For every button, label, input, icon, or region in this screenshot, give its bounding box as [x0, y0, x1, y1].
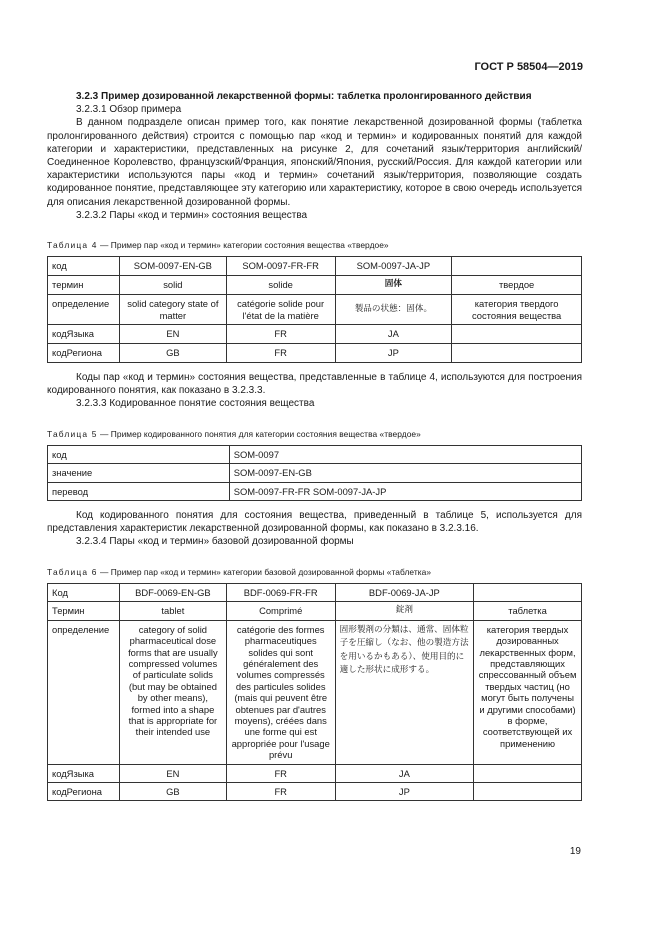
- table-cell: EN: [119, 325, 226, 344]
- table-cell: твердое: [452, 276, 582, 295]
- table-cell: tablet: [119, 602, 226, 620]
- table-row: [48, 295, 582, 325]
- table-cell: catégorie des formes pharmaceutiques solides qui sont généralement des volumes compressés des particules solides (mais qui peuvent être obtenues par d'autres moyens), créées dans une forme qui est appropriée pour l'usage prévu: [226, 620, 335, 764]
- table-cell: категория твердых дозированных лекарственных форм, представляющих спрессованный объем твердых частиц (но могут быть получены и другими способами) в форме, соответствующей их применению: [474, 620, 582, 764]
- table-cell: SOM-0097-EN-GB: [119, 257, 226, 276]
- table-cell: кодРегиона: [48, 344, 120, 363]
- table-caption-text: — Пример пар «код и термин» категории состояния вещества «твердое»: [97, 240, 389, 251]
- table-row: [48, 482, 582, 500]
- standard-number: ГОСТ Р 58504—2019: [474, 61, 583, 73]
- page-content: [47, 90, 582, 801]
- table-row: [48, 325, 582, 344]
- table-caption: [47, 566, 582, 579]
- table-cell: [452, 257, 582, 276]
- table-cell: код: [48, 257, 120, 276]
- table-caption-label: Таблица 5: [47, 428, 98, 439]
- table-cell: 製品の状態：固体。: [335, 295, 452, 325]
- table-6: [47, 583, 582, 802]
- table-cell: FR: [226, 325, 335, 344]
- table-cell: JP: [335, 782, 473, 800]
- table-row: [48, 276, 582, 295]
- table-cell: перевод: [48, 482, 230, 500]
- table-caption: [47, 428, 582, 441]
- table-row: [48, 583, 582, 601]
- table-cell: [474, 764, 582, 782]
- table-cell: кодЯзыка: [48, 325, 120, 344]
- table-cell: 固形製剤の分類は、通常、固体粒子を圧縮し（なお、他の製造方法を用いるかもある）、使用目的に適した形状に成形する。: [335, 620, 473, 764]
- table-row: [48, 464, 582, 482]
- table-cell: catégorie solide pour l'état de la matière: [226, 295, 335, 325]
- table-cell: solid: [119, 276, 226, 295]
- table-cell: GB: [119, 344, 226, 363]
- table-cell: FR: [226, 764, 335, 782]
- table-cell: [474, 583, 582, 601]
- table-cell: FR: [226, 782, 335, 800]
- paragraph: В данном подразделе описан пример того, как понятие лекарственной дозированной формы (таблетка пролонгированного действия) строится с помощью пар «код и термин» и кодированных понятий для каждой категории и характеристики, представленных на рисунке 2, для сочетаний язык/территория английский/Соединенное Королевство, французский/Франция, японский/Япония, русский/Россия. Для каждой категории или характеристики используются пары «код и термин» сочетаний язык/территория, позволяющие создать кодированное понятие, представляющее эту категорию или характеристику, которое в свою очередь используется для описания лекарственной дозированной формы.: [47, 117, 582, 208]
- table-cell: category of solid pharmaceutical dose forms that are usually compressed volumes of particulate solids (but may be obtained by other means), formed into a shape that is appropriate for their intended use: [119, 620, 226, 764]
- table-cell: определение: [48, 295, 120, 325]
- table-cell: SOM-0097-FR-FR SOM-0097-JA-JP: [229, 482, 581, 500]
- table-cell: SOM-0097: [229, 445, 581, 463]
- table-cell: FR: [226, 344, 335, 363]
- page-number: 19: [569, 846, 581, 857]
- table-cell: solid category state of matter: [119, 295, 226, 325]
- subsection-title: 3.2.3.2 Пары «код и термин» состояния вещества: [76, 209, 308, 221]
- table-caption-label: Таблица 4: [47, 240, 98, 251]
- table-cell: 錠剤: [335, 602, 473, 620]
- table-cell: Comprimé: [226, 602, 335, 620]
- table-cell: [452, 344, 582, 363]
- subsection-title: 3.2.3.1 Обзор примера: [76, 104, 182, 116]
- table-5: [47, 445, 582, 501]
- table-cell: [452, 325, 582, 344]
- table-row: [48, 764, 582, 782]
- table-cell: [474, 782, 582, 800]
- paragraph: Код кодированного понятия для состояния вещества, приведенный в таблице 5, используется для представления характеристик лекарственной дозированной формы, как показано в 3.2.3.16.: [47, 510, 582, 535]
- table-caption-text: — Пример кодированного понятия для категории состояния вещества «твердое»: [97, 428, 421, 439]
- table-cell: BDF-0069-FR-FR: [226, 583, 335, 601]
- table-row: [48, 782, 582, 800]
- table-cell: JA: [335, 325, 452, 344]
- table-cell: категория твердого состояния вещества: [452, 295, 582, 325]
- table-cell: таблетка: [474, 602, 582, 620]
- table-cell: solide: [226, 276, 335, 295]
- table-cell: кодЯзыка: [48, 764, 120, 782]
- table-cell: 固体: [335, 276, 452, 295]
- table-cell: BDF-0069-EN-GB: [119, 583, 226, 601]
- table-cell: значение: [48, 464, 230, 482]
- table-row: [48, 602, 582, 620]
- table-cell: SOM-0097-FR-FR: [226, 257, 335, 276]
- table-caption: [47, 239, 582, 252]
- table-row: [48, 445, 582, 463]
- subsection-title: 3.2.3.4 Пары «код и термин» базовой дозированной формы: [76, 536, 354, 548]
- table-cell: SOM-0097-JA-JP: [335, 257, 452, 276]
- table-row: [48, 344, 582, 363]
- table-caption-label: Таблица 6: [47, 566, 98, 577]
- table-cell: определение: [48, 620, 120, 764]
- table-cell: кодРегиона: [48, 782, 120, 800]
- table-cell: EN: [119, 764, 226, 782]
- table-cell: код: [48, 445, 230, 463]
- table-cell: BDF-0069-JA-JP: [335, 583, 473, 601]
- table-cell: SOM-0097-EN-GB: [229, 464, 581, 482]
- table-row: [48, 257, 582, 276]
- table-cell: JA: [335, 764, 473, 782]
- table-4: [47, 256, 582, 363]
- section-heading: 3.2.3 Пример дозированной лекарственной формы: таблетка пролонгированного действия: [76, 91, 532, 102]
- table-cell: Код: [48, 583, 120, 601]
- table-cell: Термин: [48, 602, 120, 620]
- table-caption-text: — Пример пар «код и термин» категории базовой дозированной формы «таблетка»: [97, 566, 432, 577]
- table-cell: JP: [335, 344, 452, 363]
- table-cell: термин: [48, 276, 120, 295]
- table-row: [48, 620, 582, 764]
- table-cell: GB: [119, 782, 226, 800]
- paragraph: Коды пар «код и термин» состояния вещества, представленные в таблице 4, используются для построения кодированного понятия, как показано в 3.2.3.3.: [47, 372, 582, 397]
- subsection-title: 3.2.3.3 Кодированное понятие состояния вещества: [76, 398, 315, 410]
